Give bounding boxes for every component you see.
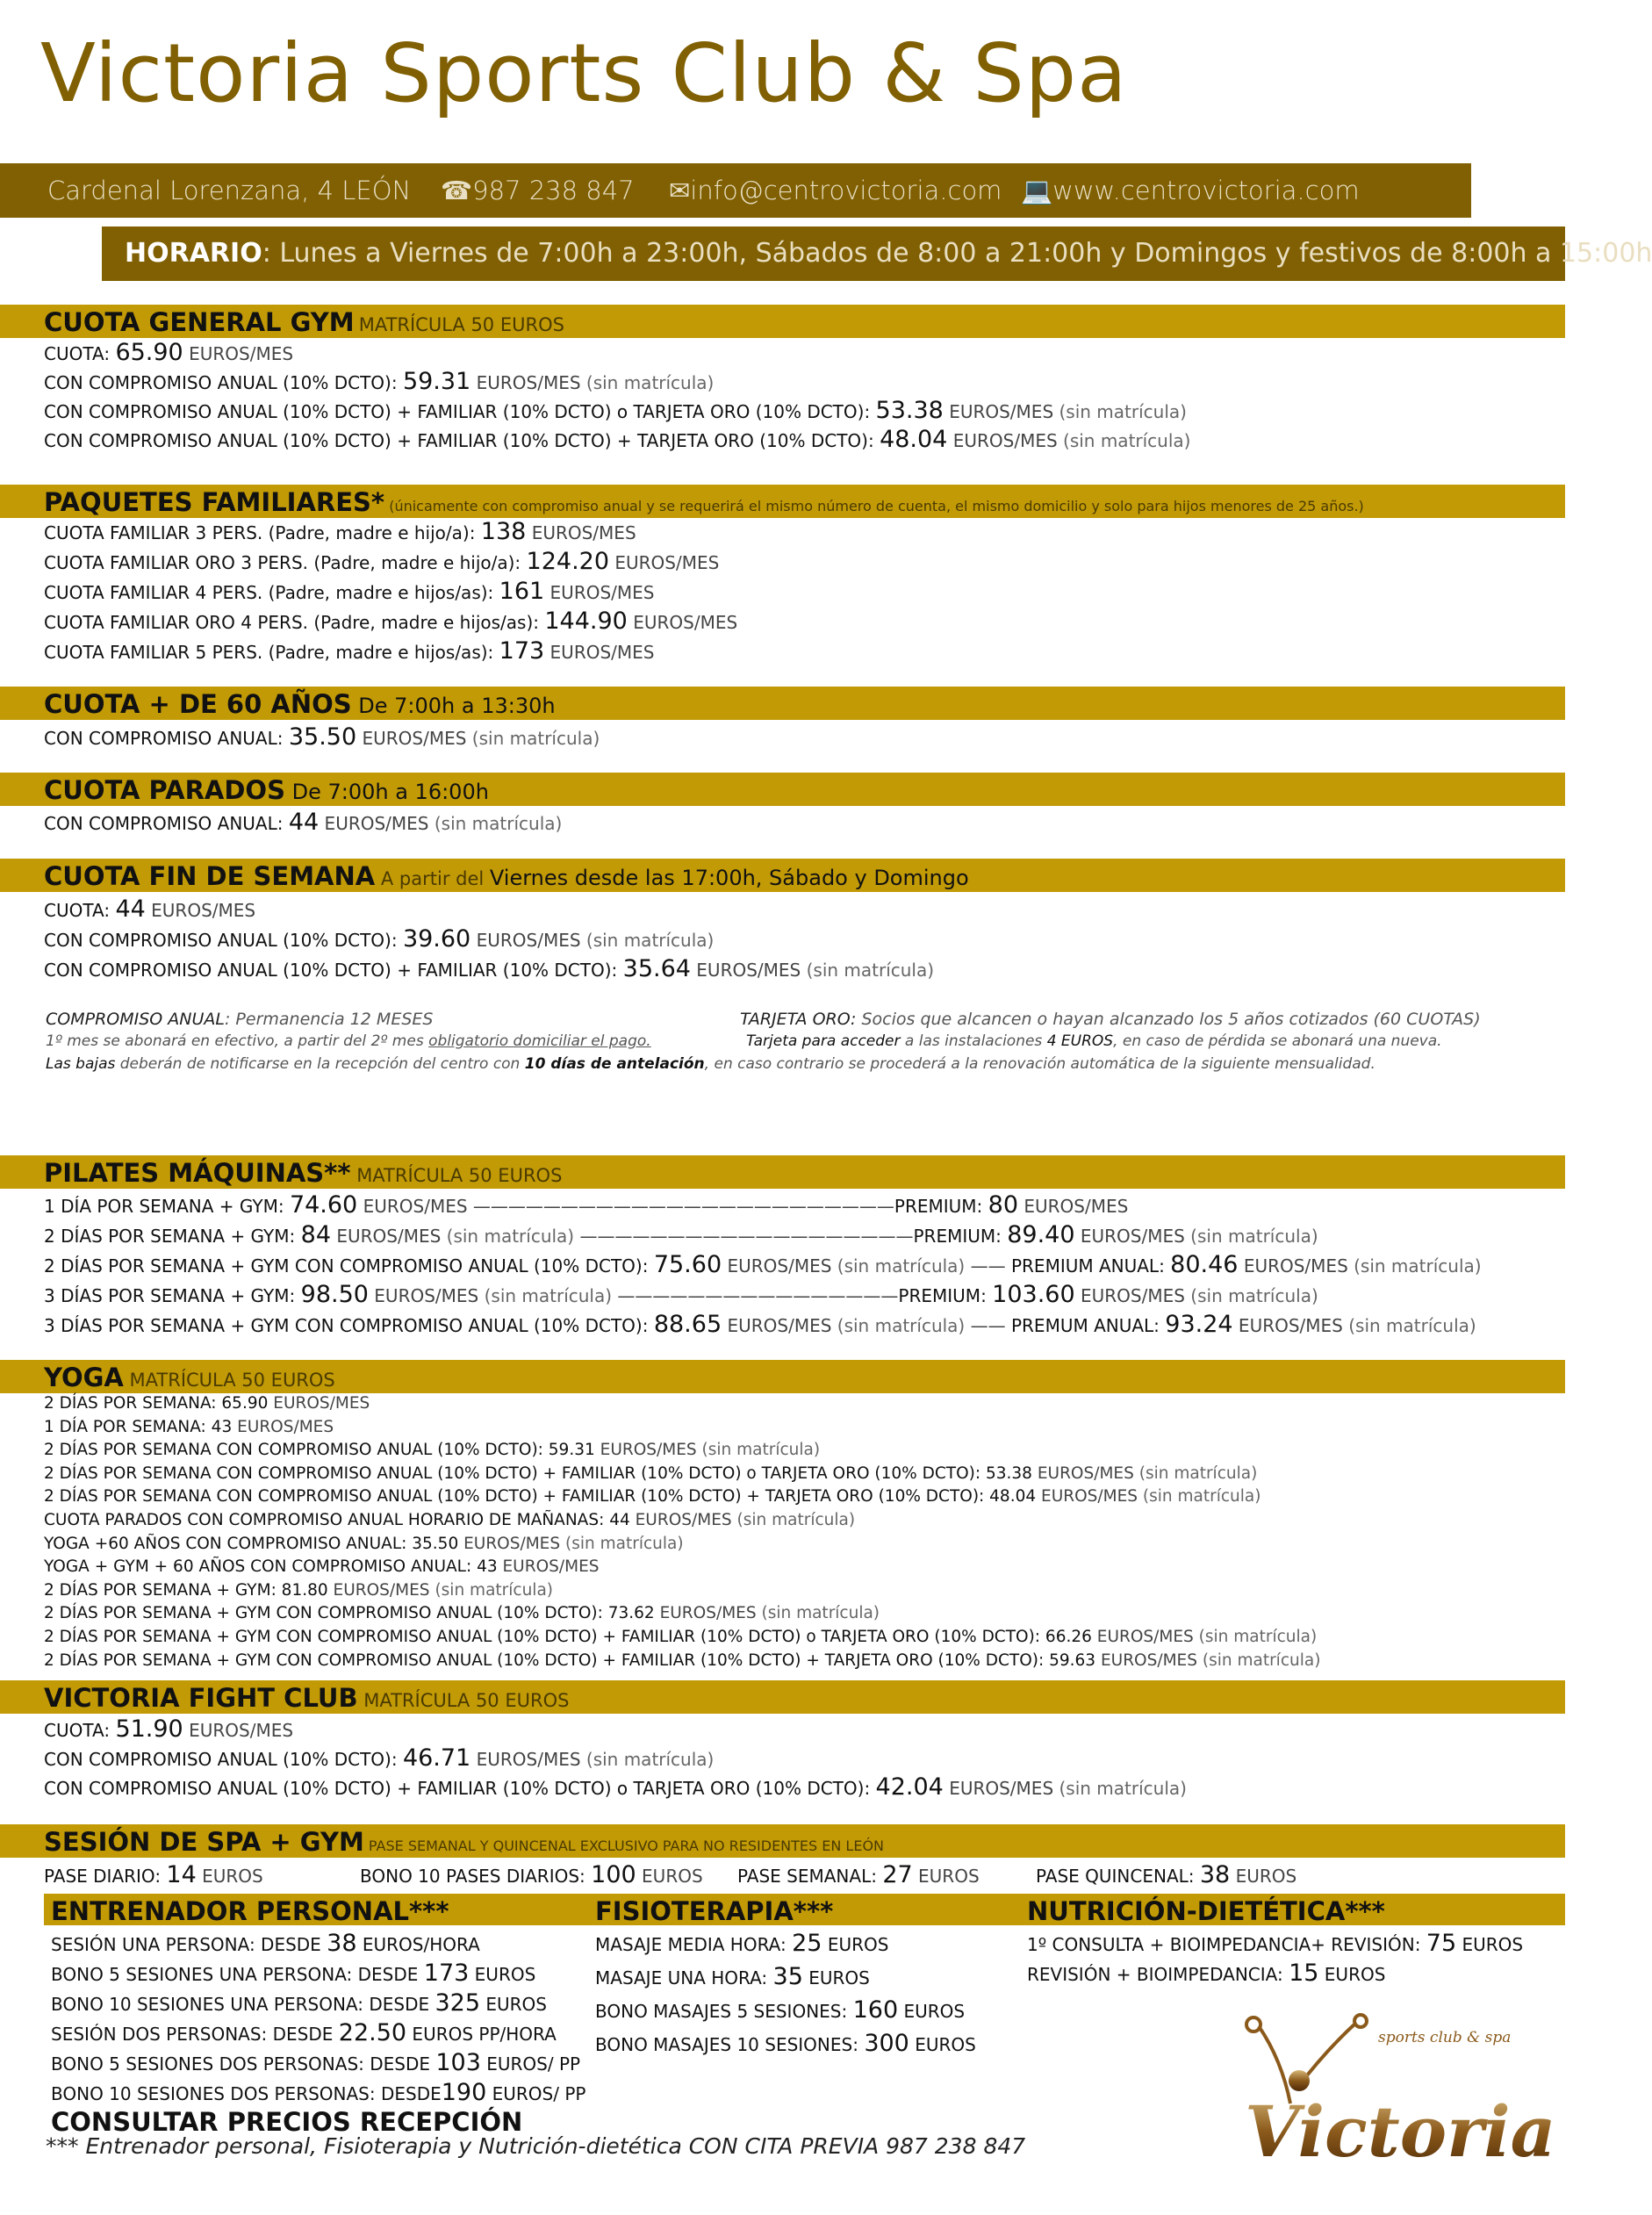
note-tarjeta: TARJETA ORO: Socios que alcancen o hayan alcanzado los 5 años cotizados (60 CUOTAS) — [740, 1010, 1481, 1029]
cita-previa-note: *** Entrenador personal, Fisioterapia y Nutrición-dietética CON CITA PREVIA 987 238 847 — [46, 2133, 1026, 2159]
list-item: CUOTA: 51.90 EUROS/MES — [44, 1715, 294, 1743]
nutricion-item: REVISIÓN + BIOIMPEDANCIA: 15 EUROS — [1027, 1960, 1386, 1987]
fisio-item: BONO MASAJES 10 SESIONES: 300 EUROS — [595, 2030, 976, 2057]
list-item: CON COMPROMISO ANUAL (10% DCTO) + FAMILIAR (10% DCTO): 35.64 EUROS/MES (sin matrícula) — [44, 955, 935, 982]
list-item: 2 DÍAS POR SEMANA CON COMPROMISO ANUAL (10% DCTO) + FAMILIAR (10% DCTO) o TARJETA ORO (10% DCTO): 53.38 EUROS/MES (sin matrícula) — [44, 1463, 1258, 1483]
familiares-title: PAQUETES FAMILIARES* — [44, 487, 385, 517]
list-item: CUOTA FAMILIAR 3 PERS. (Padre, madre e hijo/a): 138 EUROS/MES — [44, 518, 636, 545]
list-item: CON COMPROMISO ANUAL (10% DCTO) + FAMILIAR (10% DCTO) o TARJETA ORO (10% DCTO): 53.38 EUROS/MES (sin matrícula) — [44, 397, 1187, 424]
section-familiares — [0, 485, 1565, 518]
page-title: Victoria Sports Club & Spa — [40, 26, 1128, 120]
spa-item: PASE DIARIO: 14 EUROS — [44, 1861, 263, 1888]
list-item: CON COMPROMISO ANUAL (10% DCTO) + FAMILIAR (10% DCTO) o TARJETA ORO (10% DCTO): 42.04 EUROS/MES (sin matrícula) — [44, 1773, 1187, 1801]
parados-subtitle: De 7:00h a 16:00h — [284, 780, 489, 804]
familiares-subtitle: (únicamente con compromiso anual y se requerirá el mismo número de cuenta, el mismo domicilio y solo para hijos menores de 25 años.) — [384, 498, 1364, 514]
contact-bar — [0, 163, 1471, 218]
gym-subtitle: MATRÍCULA 50 EUROS — [358, 314, 564, 335]
address: Cardenal Lorenzana, 4 LEÓN — [47, 176, 412, 205]
list-item: 2 DÍAS POR SEMANA + GYM CON COMPROMISO ANUAL (10% DCTO): 73.62 EUROS/MES (sin matrícula) — [44, 1604, 880, 1623]
pilates-subtitle: MATRÍCULA 50 EUROS — [350, 1165, 563, 1186]
list-item: 2 DÍAS POR SEMANA + GYM CON COMPROMISO ANUAL (10% DCTO) + FAMILIAR (10% DCTO) o TARJETA ORO (10% DCTO): 66.26 EUROS/MES (sin matrícula) — [44, 1628, 1318, 1646]
finde-subtitle-a: A partir del — [375, 868, 490, 889]
list-item: 3 DÍAS POR SEMANA + GYM: 98.50 EUROS/MES (sin matrícula) ————————————————PREMIUM: 103.60 EUROS/MES (sin matrícula) — [44, 1281, 1318, 1308]
note-bajas: Las bajas deberán de notificarse en la recepción del centro con 10 días de antelación, en caso contrario se procederá a la renovación automática de la siguiente mensualidad. — [46, 1055, 1375, 1073]
mayores-title: CUOTA + DE 60 AÑOS — [44, 689, 352, 719]
list-item: 2 DÍAS POR SEMANA CON COMPROMISO ANUAL (10% DCTO): 59.31 EUROS/MES (sin matrícula) — [44, 1441, 821, 1460]
section-pilates — [0, 1155, 1565, 1189]
list-item: CON COMPROMISO ANUAL (10% DCTO) + FAMILIAR (10% DCTO) + TARJETA ORO (10% DCTO): 48.04 EUROS/MES (sin matrícula) — [44, 426, 1191, 453]
victoria-logo — [1229, 2007, 1556, 2191]
nutricion-title: NUTRICIÓN-DIETÉTICA*** — [1027, 1896, 1385, 1926]
logo-name: Victoria — [1245, 2090, 1556, 2173]
list-item: 2 DÍAS POR SEMANA + GYM CON COMPROMISO ANUAL (10% DCTO): 75.60 EUROS/MES (sin matrícula) —— PREMIUM ANUAL: 80.46 EUROS/MES (sin matrícula) — [44, 1251, 1482, 1278]
list-item: CON COMPROMISO ANUAL: 35.50 EUROS/MES (sin matrícula) — [44, 723, 600, 751]
list-item: 2 DÍAS POR SEMANA CON COMPROMISO ANUAL (10% DCTO) + FAMILIAR (10% DCTO) + TARJETA ORO (10% DCTO): 48.04 EUROS/MES (sin matrícula) — [44, 1487, 1261, 1507]
nutricion-item: 1º CONSULTA + BIOIMPEDANCIA+ REVISIÓN: 75 EUROS — [1027, 1930, 1524, 1957]
schedule-bar — [102, 227, 1652, 281]
list-item: YOGA + GYM + 60 AÑOS CON COMPROMISO ANUAL: 43 EUROS/MES — [44, 1557, 600, 1577]
entrenador-item: SESIÓN UNA PERSONA: DESDE 38 EUROS/HORA — [51, 1930, 480, 1957]
list-item: 2 DÍAS POR SEMANA + GYM: 84 EUROS/MES (sin matrícula) ———————————————————PREMIUM: 89.40 EUROS/MES (sin matrícula) — [44, 1221, 1318, 1248]
consultar-precios: CONSULTAR PRECIOS RECEPCIÓN — [51, 2107, 523, 2137]
logo-ring-right — [1354, 2015, 1367, 2027]
entrenador-item: BONO 5 SESIONES DOS PERSONAS: DESDE 103 EUROS/ PP — [51, 2049, 581, 2076]
entrenador-title: ENTRENADOR PERSONAL*** — [51, 1896, 449, 1926]
spa-title: SESIÓN DE SPA + GYM — [44, 1827, 364, 1857]
section-spa — [0, 1824, 1565, 1858]
list-item: 2 DÍAS POR SEMANA + GYM CON COMPROMISO ANUAL (10% DCTO) + FAMILIAR (10% DCTO) + TARJETA ORO (10% DCTO): 59.63 EUROS/MES (sin matrícula) — [44, 1650, 1321, 1670]
section-parados — [0, 773, 1565, 806]
list-item: CUOTA: 44 EUROS/MES — [44, 895, 256, 923]
note-tarjeta-2: Tarjeta para acceder a las instalaciones 4 EUROS, en caso de pérdida se abonará una nueva. — [746, 1032, 1442, 1050]
website[interactable]: 💻www.centrovictoria.com — [1021, 176, 1360, 205]
section-fight — [0, 1680, 1565, 1714]
section-finde — [0, 859, 1565, 892]
fisio-title: FISIOTERAPIA*** — [595, 1896, 834, 1926]
list-item: CON COMPROMISO ANUAL (10% DCTO): 39.60 EUROS/MES (sin matrícula) — [44, 925, 715, 953]
spa-item: PASE SEMANAL: 27 EUROS — [737, 1861, 980, 1888]
fight-subtitle: MATRÍCULA 50 EUROS — [357, 1690, 570, 1711]
parados-title: CUOTA PARADOS — [44, 775, 285, 805]
spa-subtitle: PASE SEMANAL Y QUINCENAL EXCLUSIVO PARA NO RESIDENTES EN LEÓN — [363, 1837, 885, 1854]
schedule-label: HORARIO — [125, 238, 262, 269]
section-gym — [0, 305, 1565, 338]
fisio-item: MASAJE MEDIA HORA: 25 EUROS — [595, 1930, 889, 1957]
logo-tagline: sports club & spa — [1378, 2029, 1512, 2046]
list-item: 2 DÍAS POR SEMANA + GYM: 81.80 EUROS/MES (sin matrícula) — [44, 1580, 553, 1600]
email[interactable]: ✉info@centrovictoria.com — [669, 176, 1002, 205]
list-item: CUOTA FAMILIAR 5 PERS. (Padre, madre e hijos/as): 173 EUROS/MES — [44, 637, 655, 665]
list-item: 1 DÍA POR SEMANA + GYM: 74.60 EUROS/MES ————————————————————————PREMIUM: 80 EUROS/MES — [44, 1191, 1129, 1219]
list-item: CUOTA FAMILIAR ORO 4 PERS. (Padre, madre e hijos/as): 144.90 EUROS/MES — [44, 608, 738, 635]
fisio-item: BONO MASAJES 5 SESIONES: 160 EUROS — [595, 1996, 966, 2024]
fisio-item: MASAJE UNA HORA: 35 EUROS — [595, 1963, 870, 1990]
note-compromiso-2: 1º mes se abonará en efectivo, a partir del 2º mes obligatorio domiciliar el pago. — [46, 1032, 651, 1050]
yoga-subtitle: MATRÍCULA 50 EUROS — [123, 1370, 335, 1391]
entrenador-item: BONO 10 SESIONES DOS PERSONAS: DESDE190 EUROS/ PP — [51, 2079, 586, 2106]
list-item: CUOTA PARADOS CON COMPROMISO ANUAL HORARIO DE MAÑANAS: 44 EUROS/MES (sin matrícula) — [44, 1511, 856, 1529]
finde-title: CUOTA FIN DE SEMANA — [44, 861, 376, 891]
list-item: CUOTA FAMILIAR 4 PERS. (Padre, madre e hijos/as): 161 EUROS/MES — [44, 578, 655, 605]
yoga-title: YOGA — [44, 1363, 124, 1392]
schedule-text: : Lunes a Viernes de 7:00h a 23:00h, Sábados de 8:00 a 21:00h y Domingos y festivos de 8:00h a 15:00h — [262, 238, 1652, 269]
spa-item: BONO 10 PASES DIARIOS: 100 EUROS — [360, 1861, 703, 1888]
entrenador-item: SESIÓN DOS PERSONAS: DESDE 22.50 EUROS PP/HORA — [51, 2019, 557, 2046]
list-item: YOGA +60 AÑOS CON COMPROMISO ANUAL: 35.50 EUROS/MES (sin matrícula) — [44, 1534, 684, 1553]
list-item: 3 DÍAS POR SEMANA + GYM CON COMPROMISO ANUAL (10% DCTO): 88.65 EUROS/MES (sin matrícula) —— PREMUM ANUAL: 93.24 EUROS/MES (sin matrícula) — [44, 1311, 1476, 1338]
fight-title: VICTORIA FIGHT CLUB — [44, 1683, 358, 1713]
list-item: CON COMPROMISO ANUAL: 44 EUROS/MES (sin matrícula) — [44, 809, 563, 836]
list-item: CUOTA FAMILIAR ORO 3 PERS. (Padre, madre e hijo/a): 124.20 EUROS/MES — [44, 548, 720, 575]
section-mayores — [0, 687, 1565, 720]
logo-ring-left — [1246, 2017, 1261, 2032]
spa-item: PASE QUINCENAL: 38 EUROS — [1036, 1861, 1297, 1888]
mayores-subtitle: De 7:00h a 13:30h — [351, 694, 556, 718]
entrenador-item: BONO 5 SESIONES UNA PERSONA: DESDE 173 EUROS — [51, 1960, 536, 1987]
list-item: 2 DÍAS POR SEMANA: 65.90 EUROS/MES — [44, 1394, 370, 1413]
pilates-title: PILATES MÁQUINAS** — [44, 1158, 351, 1188]
list-item: CON COMPROMISO ANUAL (10% DCTO): 59.31 EUROS/MES (sin matrícula) — [44, 368, 715, 395]
note-compromiso: COMPROMISO ANUAL: Permanencia 12 MESES — [46, 1010, 434, 1029]
section-yoga — [0, 1360, 1565, 1393]
list-item: CUOTA: 65.90 EUROS/MES — [44, 339, 294, 366]
list-item: 1 DÍA POR SEMANA: 43 EUROS/MES — [44, 1417, 334, 1436]
phone[interactable]: ☎987 238 847 — [441, 176, 635, 205]
entrenador-item: BONO 10 SESIONES UNA PERSONA: DESDE 325 EUROS — [51, 1989, 547, 2017]
list-item: CON COMPROMISO ANUAL (10% DCTO): 46.71 EUROS/MES (sin matrícula) — [44, 1744, 715, 1772]
gym-title: CUOTA GENERAL GYM — [44, 307, 355, 337]
finde-subtitle-b: Viernes desde las 17:00h, Sábado y Domingo — [489, 866, 969, 890]
